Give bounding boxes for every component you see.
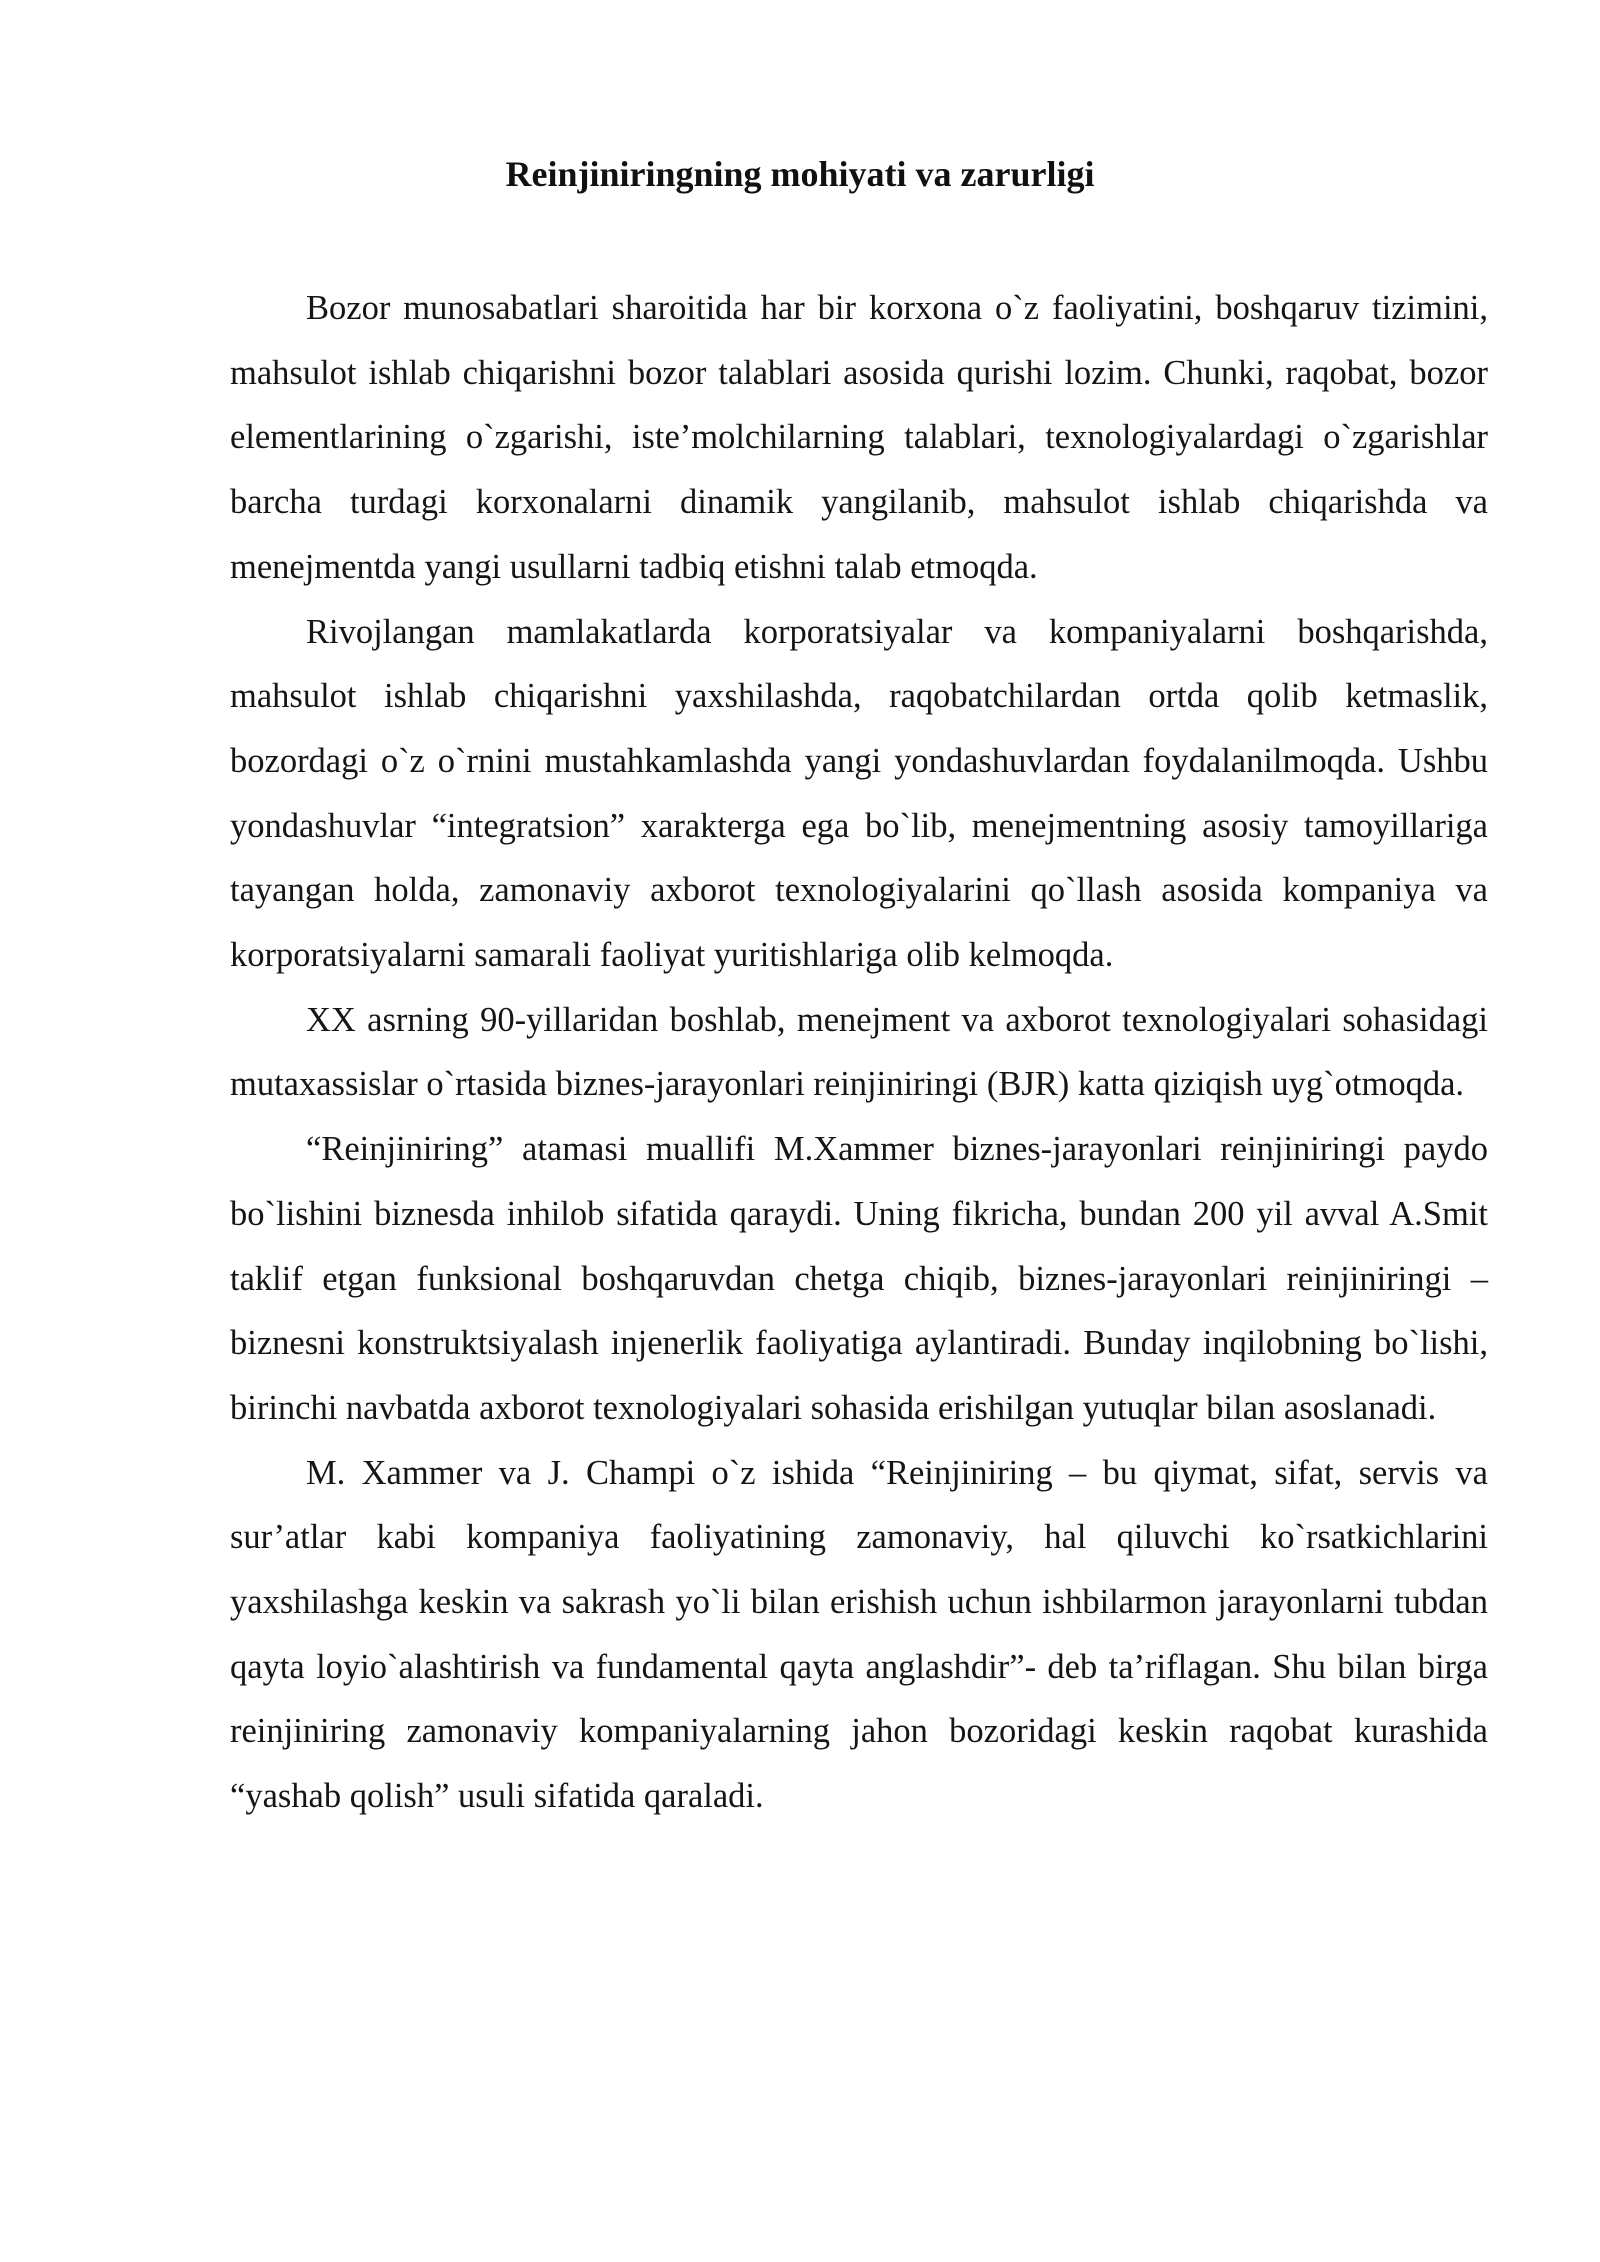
paragraph: Bozor munosabatlari sharoitida har bir korxona o`z faoliyatini, boshqaruv tizimini, mahsulot ishlab chiqarishni bozor talablari asosida qurishi lozim. Chunki, raqobat, bozor elementlarining o`zgarishi, iste’molchilarning talablari, texnologiyalardagi o`zgarishlar barcha turdagi korxonalarni dinamik yangilanib, mahsulot ishlab chiqarishda va menejmentda yangi usullarni tadbiq etishni talab etmoqda.: [230, 289, 1488, 586]
paragraph: Rivojlangan mamlakatlarda korporatsiyalar va kompaniyalarni boshqarishda, mahsulot ishlab chiqarishni yaxshilashda, raqobatchilardan ortda qolib ketmaslik, bozordagi o`z o`rnini mustahkamlashda yangi yondashuvlardan foydalanilmoqda. Ushbu yondashuvlar “integratsion” xarakterga ega bo`lib, menejmentning asosiy tamoyillariga tayangan holda, zamonaviy axborot texnologiyalarini qo`llash asosida kompaniya va korporatsiyalarni samarali faoliyat yuritishlariga olib kelmoqda.: [230, 612, 1488, 975]
paragraph: XX asrning 90-yillaridan boshlab, menejment va axborot texnologiyalari sohasidagi mutaxassislar o`rtasida biznes-jarayonlari reinjiniringi (BJR) katta qiziqish uyg`otmoqda.: [230, 1000, 1488, 1104]
document-title: Reinjiniringning mohiyati va zarurligi: [505, 154, 1095, 194]
paragraph: M. Xammer va J. Champi o`z ishida “Reinjiniring – bu qiymat, sifat, servis va sur’atlar kabi kompaniya faoliyatining zamonaviy, hal qiluvchi ko`rsatkichlarini yaxshilashga keskin va sakrash yo`li bilan erishish uchun ishbilarmon jarayonlarni tubdan qayta loyio`alashtirish va fundamental qayta anglashdir”- deb ta’riflagan. Shu bilan birga reinjiniring zamonaviy kompaniyalarning jahon bozoridagi keskin raqobat kurashida “yashab qolish” usuli sifatida qaraladi.: [230, 1453, 1488, 1816]
document-body: [230, 276, 1488, 1829]
paragraph: “Reinjiniring” atamasi muallifi M.Xammer biznes-jarayonlari reinjiniringi paydo bo`lishini biznesda inhilob sifatida qaraydi. Uning fikricha, bundan 200 yil avval A.Smit taklif etgan funksional boshqaruvdan chetga chiqib, biznes-jarayonlari reinjiniringi – biznesni konstruktsiyalash injenerlik faoliyatiga aylantiradi. Bunday inqilobning bo`lishi, birinchi navbatda axborot texnologiyalari sohasida erishilgan yutuqlar bilan asoslanadi.: [230, 1130, 1488, 1427]
